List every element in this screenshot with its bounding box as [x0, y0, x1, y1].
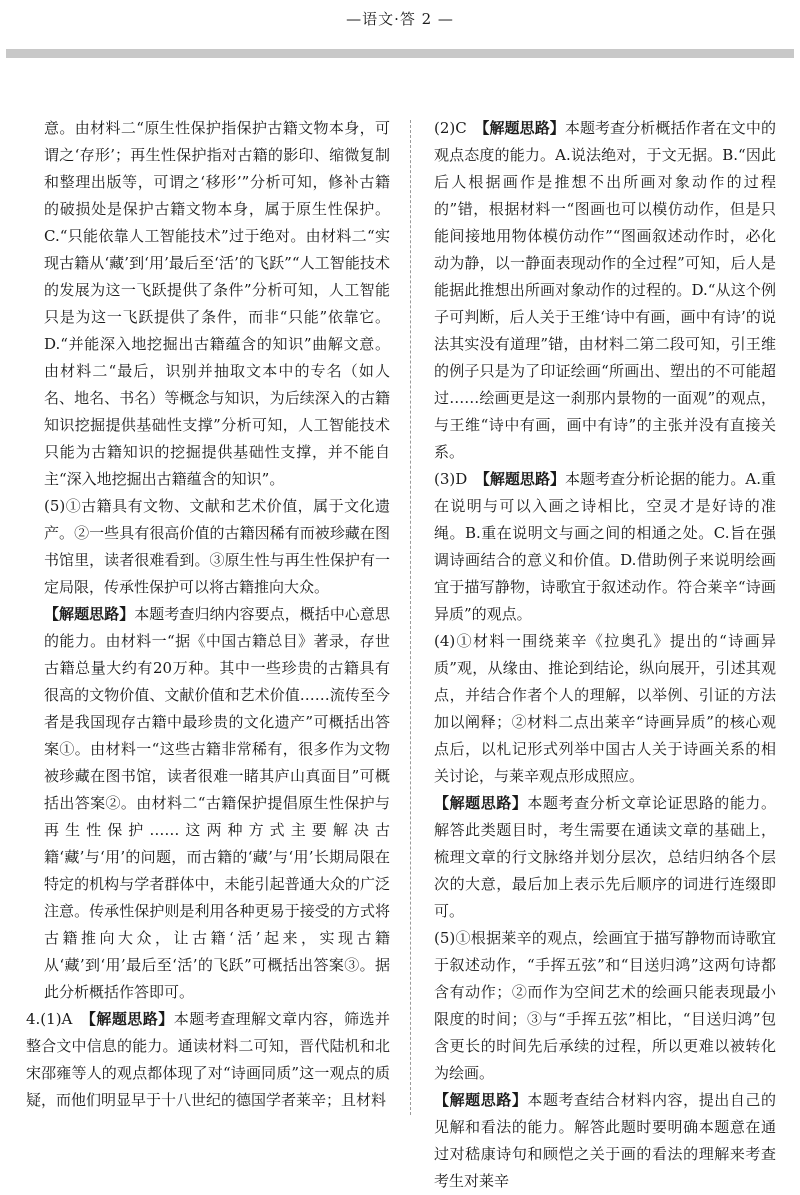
- analysis-tag: 【解题思路】: [88, 1010, 174, 1028]
- analysis-tag: 【解题思路】: [481, 119, 565, 137]
- answer-paragraph: (4)①材料一围绕莱辛《拉奥孔》提出的“诗画异质”观，从缘由、推论到结论，纵向展开，引述其观点，并结合作者个人的理解，以举例、引证的方法加以阐释；②材料二点出莱辛“诗画异质”的核心观点后，以札记形式列举中国古人关于诗画关系的相关讨论，与莱辛观点形成照应。: [434, 632, 776, 785]
- analysis-text: 本题考查分析文章论证思路的能力。解答此类题目时，考生需要在通读文章的基础上，梳理文章的行文脉络并划分层次，总结归纳各个层次的大意，最后加上表示先后顺序的词进行连缀即可。: [434, 794, 776, 920]
- column-divider: [410, 120, 411, 1115]
- analysis-paragraph: [434, 1087, 776, 1195]
- analysis-text: 本题考查分析论据的能力。A.重在说明与可以入画之诗相比，空灵才是好诗的准绳。B.重在说明文与画之间的相通之处。C.旨在强调诗画结合的意义和价值。D.借助例子来说明绘画宜于描写静物，诗歌宜于叙述动作。符合莱辛“诗画异质”的观点。: [434, 470, 776, 623]
- answer-paragraph: (5)①古籍具有文物、文献和艺术价值，属于文化遗产。②一些具有很高价值的古籍因稀有而被珍藏在图书馆里，读者很难看到。③原生性与再生性保护有一定局限，传承性保护可以将古籍推向大众。: [44, 497, 390, 596]
- question-number: 4.(1)A: [26, 1010, 89, 1028]
- header-band: [6, 49, 794, 58]
- analysis-tag: 【解题思路】: [434, 1091, 528, 1109]
- analysis-text: 本题考查分析概括作者在文中的观点态度的能力。A.说法绝对，于文无据。B.“因此后人根据画作是推想不出所画对象动作的过程的”错，根据材料一“图画也可以模仿动作，但是只能间接地用物体模仿动作”“图画叙述动作时，必化动为静，以一静面表现动作的全过程”可知，后人是能据此推想出所画对象动作的过程的。D.“从这个例子可判断，后人关于王维‘诗中有画，画中有诗’的说法其实没有道理”错，由材料二第二段可知，引王维的例子只是为了印证绘画“所画出、塑出的不可能超过……绘画更是这一刹那内景物的一面观”的观点，与王维“诗中有画，画中有诗”的主张并没有直接关系。: [434, 119, 776, 461]
- answer-paragraph: [434, 466, 776, 628]
- answer-paragraph: [434, 115, 776, 466]
- analysis-text: 本题考查归纳内容要点，概括中心意思的能力。由材料一“据《中国古籍总目》著录，存世古籍总量大约有20万种。其中一些珍贵的古籍具有很高的文物价值、文献价值和艺术价值……流传至今者是我国现存古籍中最珍贵的文化遗产”可概括出答案①。由材料一“这些古籍非常稀有，很多作为文物被珍藏在图书馆，读者很难一睹其庐山真面目”可概括出答案②。由材料二“古籍保护提倡原生性保护与再生性保护……这两种方式主要解决古籍‘藏’与‘用’的问题，而古籍的‘藏’与‘用’长期局限在特定的机构与学者群体中，未能引起普通大众的广泛注意。传承性保护则是利用各种更易于接受的方式将古籍推向大众，让古籍‘活’起来，实现古籍从‘藏’到‘用’最后至‘活’的飞跃”可概括出答案③。据此分析概括作答即可。: [44, 605, 390, 1001]
- analysis-text: 本题考查结合材料内容，提出自己的见解和看法的能力。解答此题时要明确本题意在通过对嵇康诗句和顾恺之关于画的看法的理解来考查考生对莱辛: [434, 1091, 776, 1190]
- question-number: (2)C: [434, 119, 482, 137]
- analysis-paragraph: [44, 601, 390, 1006]
- answer-paragraph: 意。由材料二“原生性保护指保护古籍文物本身，可谓之‘存形’；再生性保护指对古籍的影印、缩微复制和整理出版等，可谓之‘移形’”分析可知，修补古籍的破损处是保护古籍文物本身，属于原生性保护。C.“只能依靠人工智能技术”过于绝对。由材料二“实现古籍从‘藏’到‘用’最后至‘活’的飞跃”“人工智能技术的发展为这一飞跃提供了条件”分析可知，人工智能只是为这一飞跃提供了条件，而非“只能”依靠它。D.“并能深入地挖掘出古籍蕴含的知识”曲解文意。由材料二“最后，识别并抽取文本中的专名（如人名、地名、书名）等概念与知识，为后续深入的古籍知识挖掘提供基础性支撑”分析可知，人工智能技术只能为古籍知识的挖掘提供基础性支撑，并不能自主“深入地挖掘出古籍蕴含的知识”。: [44, 119, 390, 488]
- analysis-tag: 【解题思路】: [44, 605, 135, 623]
- question-number: (3)D: [434, 470, 483, 488]
- analysis-tag: 【解题思路】: [434, 794, 528, 812]
- analysis-paragraph: [434, 790, 776, 925]
- answer-paragraph: (5)①根据莱辛的观点，绘画宜于描写静物而诗歌宜于叙述动作，“手挥五弦”和“目送归鸿”这两句诗都含有动作；②而作为空间艺术的绘画只能表现最小限度的时间；③与“手挥五弦”相比，“目送归鸿”包含更长的时间先后承续的过程，所以更难以被转化为绘画。: [434, 929, 776, 1082]
- right-column: [434, 115, 776, 1195]
- answer-paragraph: [26, 1006, 390, 1114]
- analysis-tag: 【解题思路】: [482, 470, 566, 488]
- page-header: —语文·答 2 —: [346, 10, 454, 28]
- left-column: [26, 115, 390, 1114]
- analysis-text: 本题考查理解文章内容，筛选并整合文中信息的能力。通读材料二可知，晋代陆机和北宋邵雍等人的观点都体现了对“诗画同质”这一观点的质疑，而他们明显早于十八世纪的德国学者莱辛；且材料: [26, 1010, 390, 1109]
